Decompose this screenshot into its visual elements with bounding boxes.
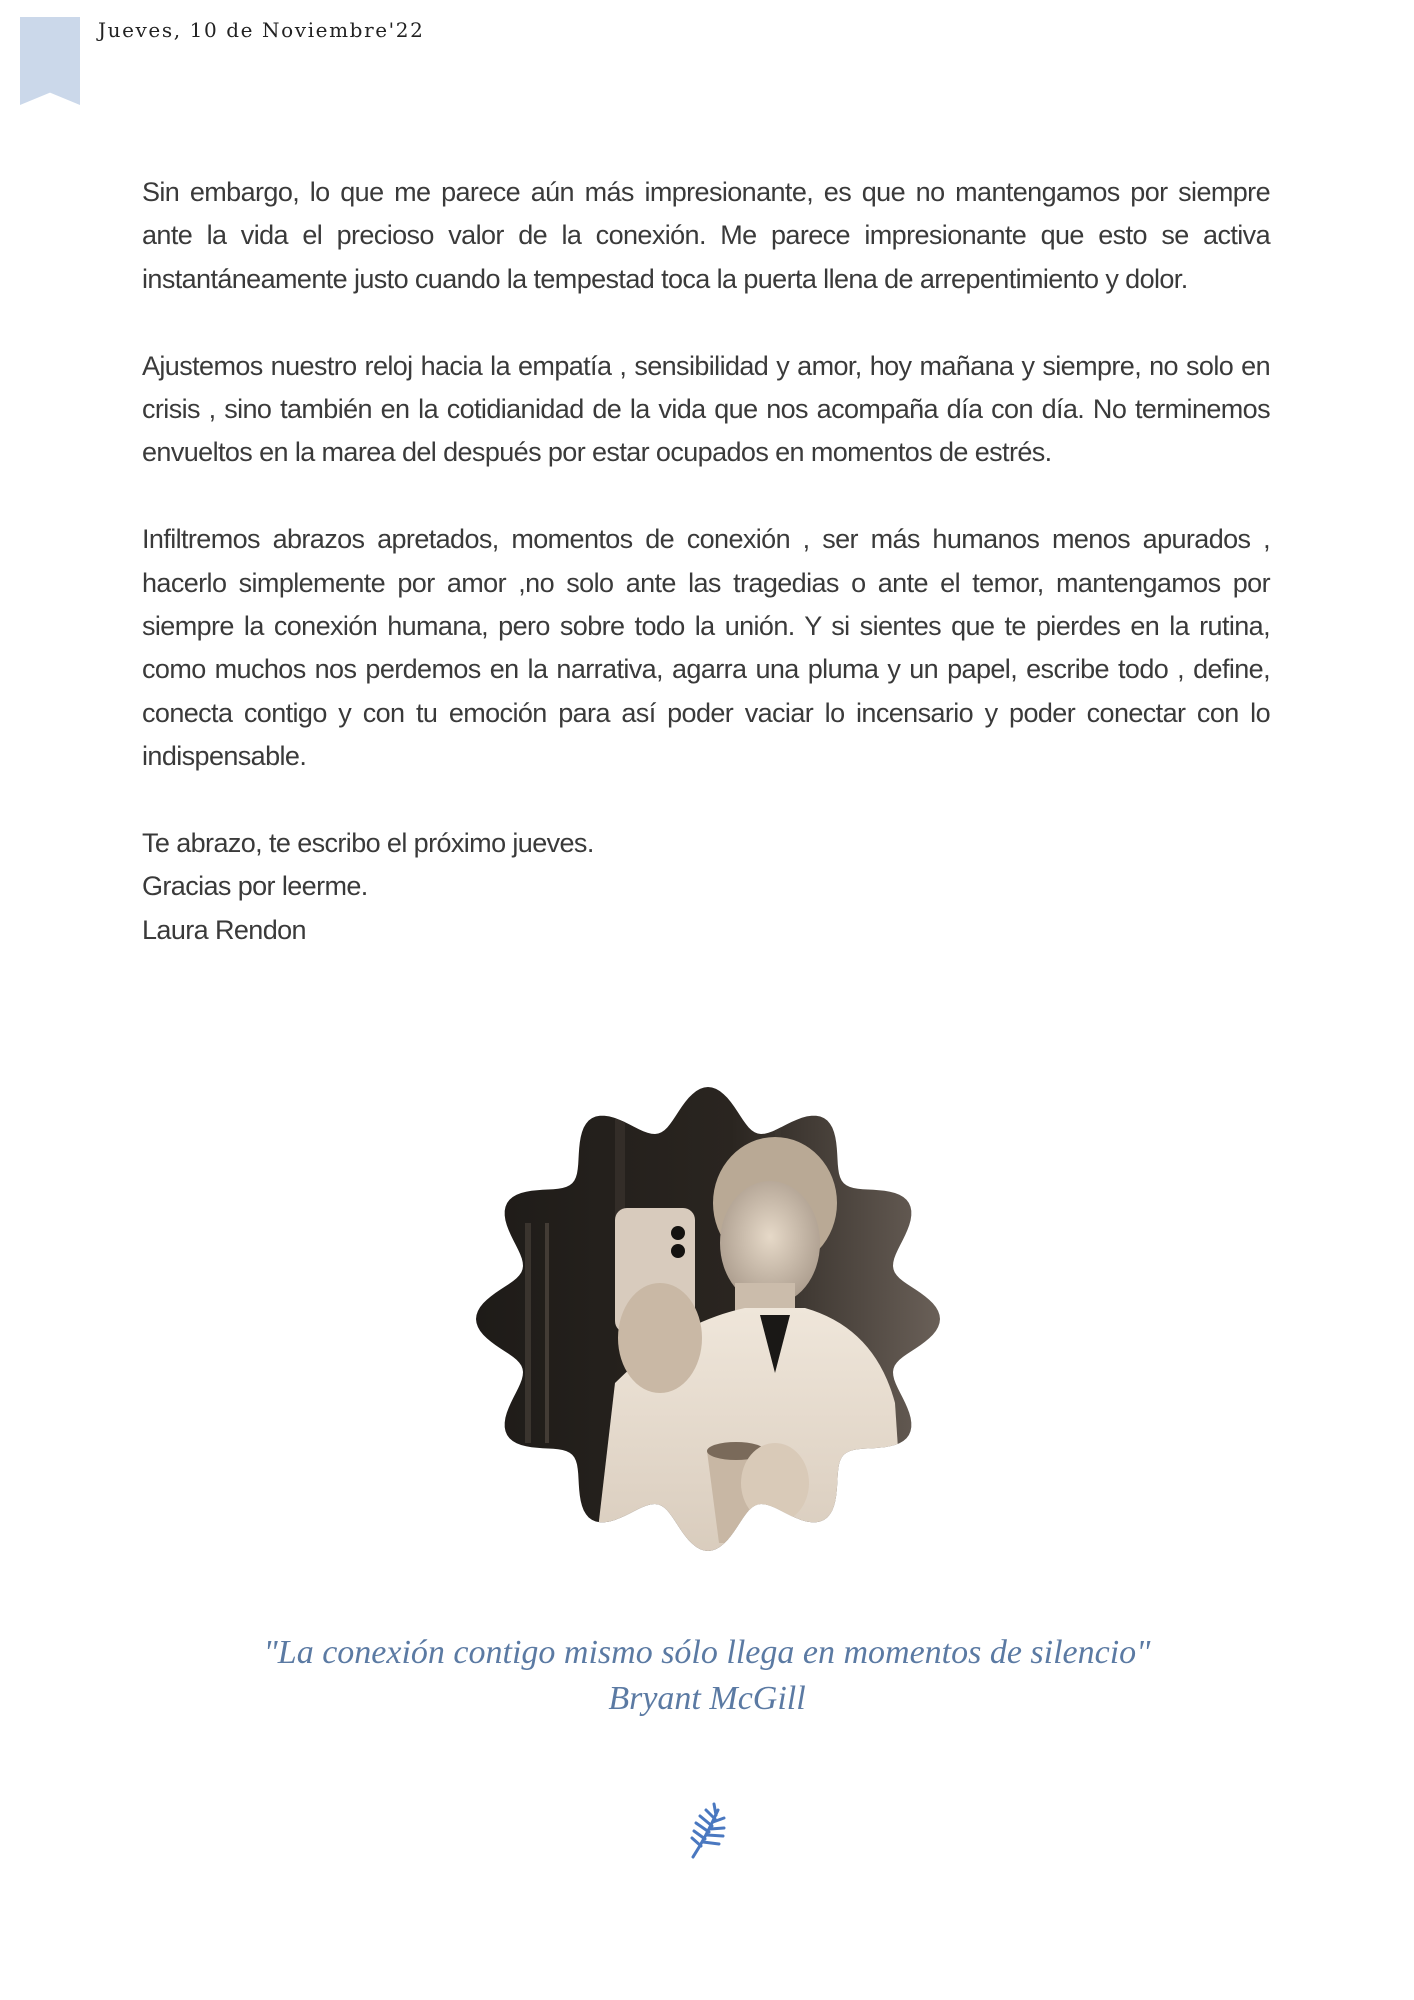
quote-text: "La conexión contigo mismo sólo llega en momentos de silencio" bbox=[263, 1634, 1151, 1671]
letter-body bbox=[142, 171, 1270, 952]
author-signature: Laura Rendon bbox=[142, 914, 306, 945]
scalloped-photo-frame bbox=[475, 1083, 941, 1555]
leaf-icon bbox=[688, 1802, 728, 1860]
paragraph-2: Ajustemos nuestro reloj hacia la empatía , sensibilidad y amor, hoy mañana y siempre, no solo en crisis , sino también en la cotidianidad de la vida que nos acompaña día con día. No terminemos envueltos en la marea del después por estar ocupados en momentos de estrés. bbox=[142, 350, 1270, 468]
paragraph-3: Infiltremos abrazos apretados, momentos de conexión , ser más humanos menos apurados , hacerlo simplemente por amor ,no solo ante las tragedias o ante el temor, mantengamos por siempre la conexión humana, pero sobre todo la unión. Y si sientes que te pierdes en la rutina, como muchos nos perdemos en la narrativa, agarra una pluma y un papel, escribe todo , define, conecta contigo y con tu emoción para así poder vaciar lo incensario y poder conectar con lo indispensable. bbox=[142, 524, 1270, 772]
sign-off-farewell: Te abrazo, te escribo el próximo jueves. bbox=[142, 828, 594, 859]
paragraph-1: Sin embargo, lo que me parece aún más impresionante, es que no mantengamos por siempre ante la vida el precioso valor de la conexión. Me parece impresionante que esto se activa instantáneamente justo cuando la tempestad toca la puerta llena de arrepentimiento y dolor. bbox=[142, 177, 1270, 294]
author-photo bbox=[475, 1083, 941, 1555]
sign-off-thanks: Gracias por leerme. bbox=[142, 871, 368, 902]
quote-block bbox=[0, 1630, 1414, 1722]
quote-author: Bryant McGill bbox=[608, 1680, 806, 1717]
date-header: Jueves, 10 de Noviembre'22 bbox=[98, 18, 425, 42]
sign-off bbox=[142, 822, 1270, 952]
bookmark-ribbon bbox=[20, 17, 80, 105]
